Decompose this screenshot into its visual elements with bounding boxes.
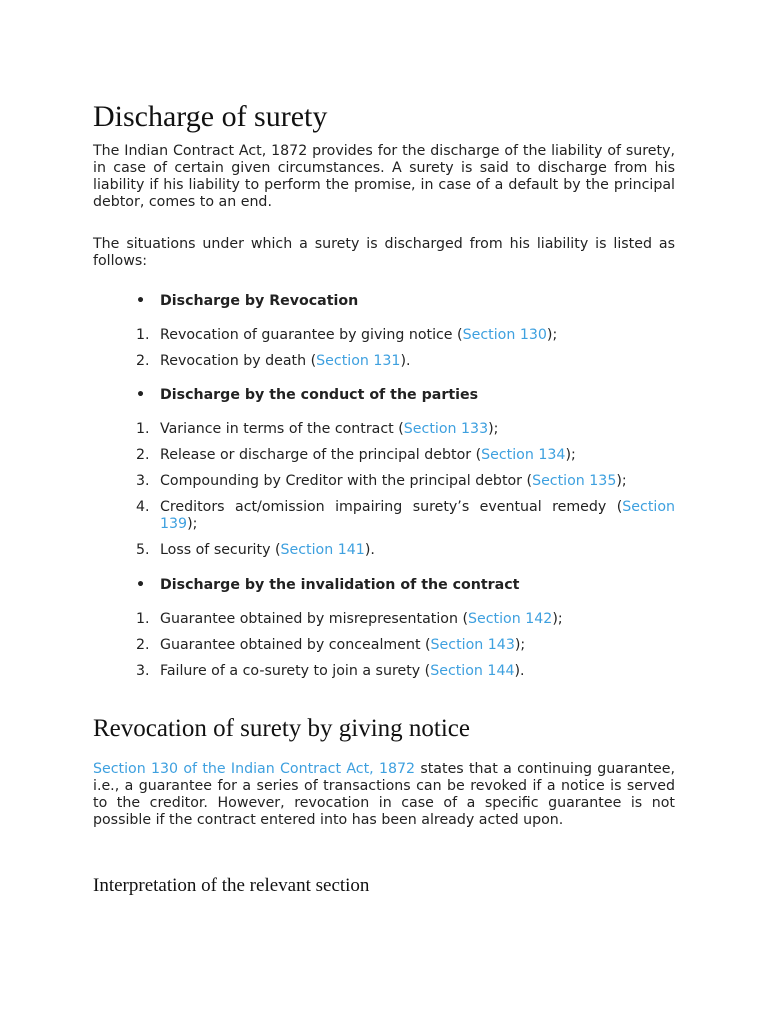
list-item: 5. Loss of security (Section 141). xyxy=(136,542,375,558)
situations-paragraph: The situations under which a surety is discharged from his liability is listed as follows: xyxy=(93,236,675,269)
group-title: Discharge by the conduct of the parties xyxy=(160,387,479,403)
list-item: 2. Guarantee obtained by concealment (Section 143); xyxy=(136,637,526,653)
section-link[interactable]: Section 133 xyxy=(403,421,489,437)
section-link[interactable]: Section 139 xyxy=(160,499,675,532)
list-item: 3. Failure of a co-surety to join a surety (Section 144). xyxy=(136,663,525,679)
list-item: 1. Revocation of guarantee by giving notice (Section 130); xyxy=(136,327,558,343)
group-title: Discharge by the invalidation of the contract xyxy=(160,577,520,593)
subsection-heading: Interpretation of the relevant section xyxy=(93,875,370,896)
list-item: 1. Variance in terms of the contract (Section 133); xyxy=(136,421,499,437)
bullet-icon: • xyxy=(136,577,146,593)
group-heading-revocation xyxy=(93,293,675,310)
list-item: 3. Compounding by Creditor with the principal debtor (Section 135); xyxy=(136,473,627,489)
group-heading-invalidation xyxy=(93,577,675,594)
notice-paragraph: Section 130 of the Indian Contract Act, 1872 states that a continuing guarantee, i.e., a guarantee for a series of transactions can be revoked if a notice is served to the creditor. However, revocation in case of a specific guarantee is not possible if the contract entered into has been already acted upon. xyxy=(93,761,675,828)
conduct-list xyxy=(93,421,675,559)
group-title: Discharge by Revocation xyxy=(160,293,359,309)
section-link[interactable]: Section 143 xyxy=(430,637,515,653)
section-130-link[interactable]: Section 130 of the Indian Contract Act, 1872 xyxy=(93,761,416,777)
invalidation-list xyxy=(93,611,675,680)
section-link[interactable]: Section 142 xyxy=(468,611,553,627)
section-heading: Revocation of surety by giving notice xyxy=(93,715,471,742)
section-link[interactable]: Section 130 xyxy=(462,327,547,343)
list-item: 1. Guarantee obtained by misrepresentation (Section 142); xyxy=(136,611,563,627)
list-item: 2. Release or discharge of the principal debtor (Section 134); xyxy=(136,447,576,463)
revocation-list xyxy=(93,327,675,370)
section-link[interactable]: Section 134 xyxy=(481,447,566,463)
intro-paragraph: The Indian Contract Act, 1872 provides for the discharge of the liability of surety, in case of certain given circumstances. A surety is said to discharge from his liability if his liability to perform the promise, in case of a default by the principal debtor, comes to an end. xyxy=(93,143,675,210)
list-item: 4. Creditors act/omission impairing surety’s eventual remedy (Section 139); xyxy=(136,499,675,532)
section-link[interactable]: Section 141 xyxy=(280,542,365,558)
list-item: 2. Revocation by death (Section 131). xyxy=(136,353,411,369)
section-link[interactable]: Section 131 xyxy=(316,353,401,369)
section-link[interactable]: Section 135 xyxy=(532,473,617,489)
bullet-icon: • xyxy=(136,387,146,403)
bullet-icon: • xyxy=(136,293,146,309)
group-heading-conduct xyxy=(93,387,675,404)
section-link[interactable]: Section 144 xyxy=(430,663,515,679)
page-title: Discharge of surety xyxy=(93,100,328,133)
